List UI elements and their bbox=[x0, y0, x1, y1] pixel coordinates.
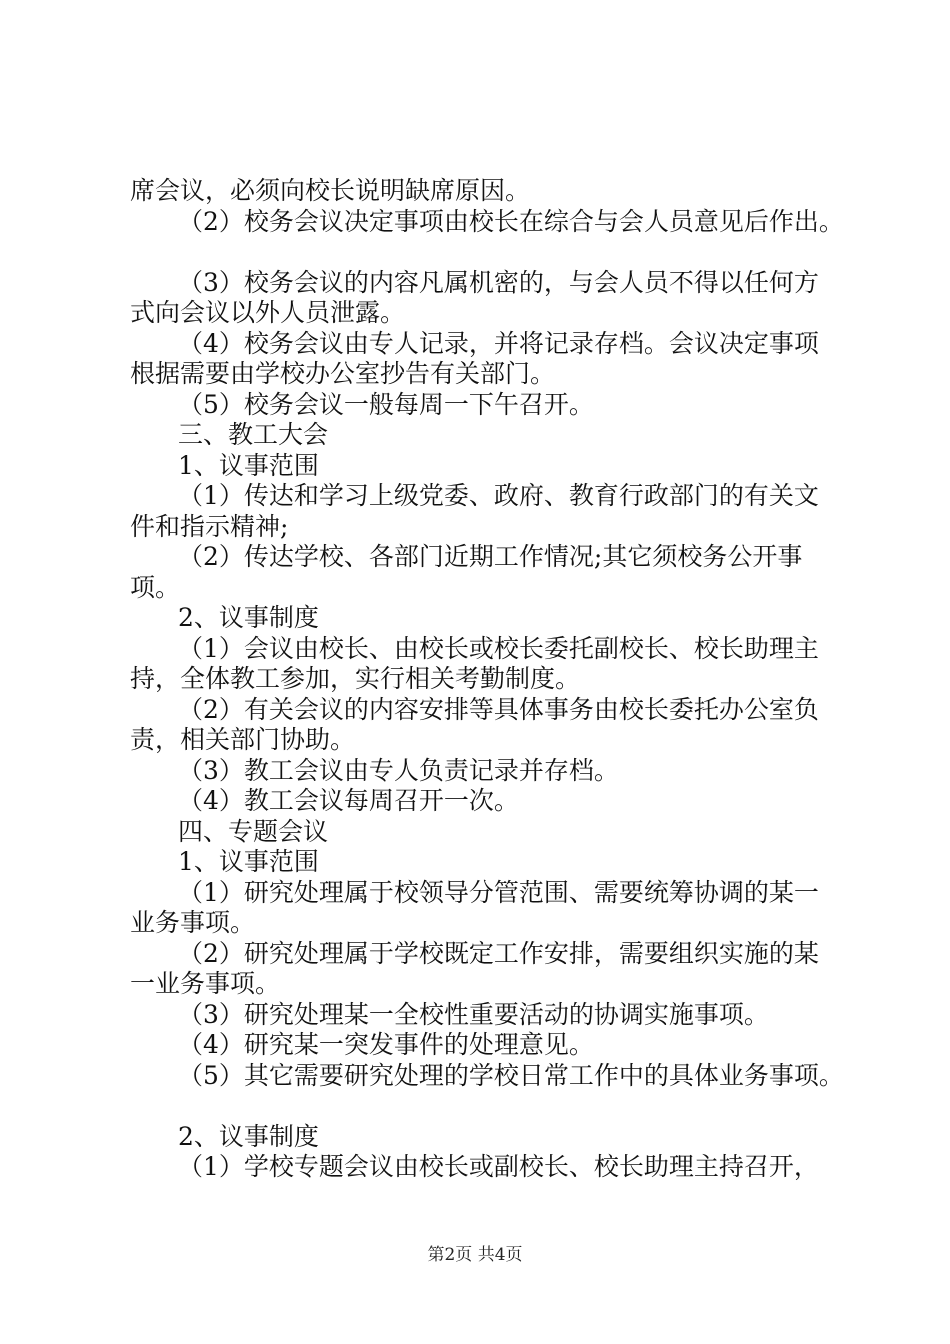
body-line: 席会议，必须向校长说明缺席原因。 bbox=[130, 176, 531, 205]
body-line: （3）教工会议由专人负责记录并存档。 bbox=[178, 756, 619, 785]
subsection-heading: 2、议事制度 bbox=[178, 1122, 319, 1151]
body-line: 件和指示精神; bbox=[130, 512, 289, 541]
body-line: （4）研究某一突发事件的处理意见。 bbox=[178, 1030, 594, 1059]
body-line: （2）研究处理属于学校既定工作安排，需要组织实施的某 bbox=[178, 939, 819, 968]
body-line: （3）研究处理某一全校性重要活动的协调实施事项。 bbox=[178, 1000, 769, 1029]
body-line: （2）传达学校、各部门近期工作情况;其它须校务公开事 bbox=[178, 542, 803, 571]
body-line: 根据需要由学校办公室抄告有关部门。 bbox=[130, 359, 556, 388]
body-line: （5）校务会议一般每周一下午召开。 bbox=[178, 390, 594, 419]
subsection-heading: 1、议事范围 bbox=[178, 451, 319, 480]
body-line: （4）校务会议由专人记录，并将记录存档。会议决定事项 bbox=[178, 329, 819, 358]
section-heading: 四、专题会议 bbox=[178, 817, 329, 846]
body-line: （1）传达和学习上级党委、政府、教育行政部门的有关文 bbox=[178, 481, 819, 510]
body-line: （1）研究处理属于校领导分管范围、需要统筹协调的某一 bbox=[178, 878, 819, 907]
page-number-footer: 第2页 共4页 bbox=[427, 1245, 523, 1265]
body-line: 持，全体教工参加，实行相关考勤制度。 bbox=[130, 664, 581, 693]
subsection-heading: 2、议事制度 bbox=[178, 603, 319, 632]
body-line: 项。 bbox=[130, 573, 181, 602]
body-line: （1）学校专题会议由校长或副校长、校长助理主持召开， bbox=[178, 1152, 819, 1181]
body-line: 式向会议以外人员泄露。 bbox=[130, 298, 406, 327]
body-line: （4）教工会议每周召开一次。 bbox=[178, 786, 519, 815]
body-line: （3）校务会议的内容凡属机密的，与会人员不得以任何方 bbox=[178, 268, 819, 297]
body-line: 一业务事项。 bbox=[130, 969, 281, 998]
body-line: （1）会议由校长、由校长或校长委托副校长、校长助理主 bbox=[178, 634, 819, 663]
body-line: 责，相关部门协助。 bbox=[130, 725, 356, 754]
section-heading: 三、教工大会 bbox=[178, 420, 329, 449]
body-line: 业务事项。 bbox=[130, 908, 256, 937]
body-line: （2）校务会议决定事项由校长在综合与会人员意见后作出。 bbox=[178, 207, 844, 236]
body-line: （5）其它需要研究处理的学校日常工作中的具体业务事项。 bbox=[178, 1061, 844, 1090]
body-line: （2）有关会议的内容安排等具体事务由校长委托办公室负 bbox=[178, 695, 819, 724]
subsection-heading: 1、议事范围 bbox=[178, 847, 319, 876]
